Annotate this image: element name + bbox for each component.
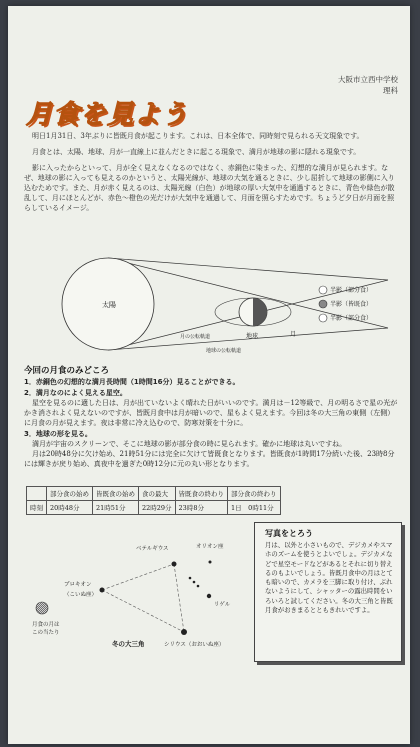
eclipse-times-table — [26, 486, 281, 515]
table-header-cell: 部分食の始め — [47, 487, 93, 501]
moon-marker-label-2: この当たり — [32, 630, 60, 636]
intro-paragraph: 月食とは、太陽、地球、月が一直線上に並んだときに起こる現象で、満月が地球の影に隠れる現象です。 — [32, 148, 361, 156]
table-header-cell: 皆既食の終わり — [175, 487, 228, 501]
intro-paragraph: 明日1月31日、3年ぶりに皆既月食が起こります。これは、日本全体で、同時刻で見られる天文現象です。 — [32, 132, 364, 140]
highlight-text-3b: 月は20時48分に欠け始め、21時51分には完全に欠けて皆既食となります。皆既食が1時間17分続いた後、23時8分には輝きが戻り始め、真夜中を過ぎた0時12分に元の丸い形となります。 — [24, 450, 395, 468]
moon-penumbra-2 — [319, 314, 327, 322]
eclipse-moon-marker — [36, 602, 48, 614]
table-header-cell: 皆既食の始め — [93, 487, 139, 501]
document-page — [8, 6, 410, 744]
photo-tips-box — [254, 522, 402, 662]
table-cell: 23時8分 — [175, 501, 228, 515]
umbra-label: 半影（皆既食） — [330, 301, 373, 308]
penumbra-label-2: 半影（部分食） — [330, 315, 373, 322]
earth-orbit-label: 地球の公転軌道 — [206, 348, 242, 354]
star-betelgeuse — [172, 562, 177, 567]
table-cell: 20時48分 — [47, 501, 93, 515]
star-rigel — [207, 594, 211, 598]
table-header-cell: 部分食の終わり — [228, 487, 281, 501]
table-cell: 22時29分 — [139, 501, 176, 515]
betelgeuse-label: ベテルギウス — [136, 546, 169, 552]
table-row-label: 時刻 — [27, 501, 47, 515]
eclipse-diagram — [28, 250, 398, 360]
table-header-row — [27, 487, 281, 501]
table-cell: 1日 0時11分 — [228, 501, 281, 515]
highlights-heading: 今回の月食のみどころ — [24, 366, 110, 376]
sun-label: 太陽 — [102, 301, 116, 309]
table-header-cell — [27, 487, 47, 501]
page-title: 月食を見よう — [26, 100, 189, 130]
highlights-section — [24, 366, 398, 469]
star-sirius — [181, 629, 187, 635]
moon-orbit-label: 月の公転軌道 — [180, 334, 211, 340]
moon-label: 月 — [290, 331, 297, 338]
star-procyon — [100, 588, 105, 593]
canis-minor-label: （こいぬ座） — [64, 592, 98, 598]
highlight-text-3a: 満月が宇宙のスクリーンで、そこに地球の影が部分食の時に見られます。確かに地球は丸いですね。 — [32, 440, 347, 448]
highlight-point-3: 3．地球の形を見る。 — [24, 430, 92, 438]
winter-triangle-star-map — [24, 534, 249, 664]
table-cell: 21時51分 — [93, 501, 139, 515]
orion-label: オリオン座 — [196, 544, 224, 550]
highlight-point-1: 1．赤銅色の幻想的な満月長時間（1時間16分）見ることができる。 — [24, 378, 240, 386]
winter-triangle-label: 冬の大三角 — [112, 640, 145, 648]
table-row — [27, 501, 281, 515]
intro-paragraph: 影に入ったからといって、月が全く見えなくなるのではなく、赤銅色に染まった、幻想的な満月が見られます。なぜ、地球の影に入っても見えるのかというと、太陽光線が、地球の大気を通るときに、少し屈折して地球の影側に入り込むためです。また、月が赤く見えるのは、太陽光線（白色）が地球の厚い大気中を通過するときに、青色や緑色が散乱して、月にほとんどが、赤色～橙色の光だけが大気中を通過して、月面を照らすためです。ちょうど夕日が月面を照らしているイメージ。 — [24, 164, 395, 212]
procyon-label: プロキオン — [64, 582, 92, 588]
intro-text — [24, 131, 398, 219]
highlight-point-2: 2．満月なのによく見える星空。 — [24, 389, 127, 397]
sirius-label: シリウス（おおいぬ座） — [164, 642, 225, 648]
department: 理科 — [383, 86, 398, 95]
school-name: 大阪市立西中学校 — [338, 75, 398, 84]
photo-tips-body: 月は、以外と小さいもので、デジカメやスマホのズームを使うとよいでしょ。デジカメなどで星空モードなどがあるとそれに切り替えるのもよいでしょう。皆既月食中の月はとても暗いので、カメラを三脚に取り付け、ぶれないようにして、シャッターの露出時間をいろいろと試してください。冬の大三角と皆既月食がおきまるとともきれいですよ。 — [265, 541, 393, 615]
rigel-label: リゲル — [214, 602, 231, 608]
moon-umbra — [319, 300, 327, 308]
moon-penumbra-1 — [319, 286, 327, 294]
highlight-text-2: 星空を見るのに適した日は、月が出ていないよく晴れた日がいいのです。満月は－12等級で、月の明るさで星の光がかき消されよく見えないのですが、皆既月食中は月が暗いので、星もよく見えます。今回は冬の大三角の東側（左側）に月食の月が見えます。夜は非常に冷え込むので、防寒対策を十分に。 — [24, 399, 398, 427]
table-header-cell: 食の最大 — [139, 487, 176, 501]
school-info — [338, 74, 398, 96]
moon-marker-label-1: 月食の月は — [32, 622, 60, 628]
earth-label: 地球 — [246, 333, 259, 340]
photo-tips-title: 写真をとろう — [265, 529, 313, 538]
penumbra-label-1: 半影（部分食） — [330, 287, 373, 294]
